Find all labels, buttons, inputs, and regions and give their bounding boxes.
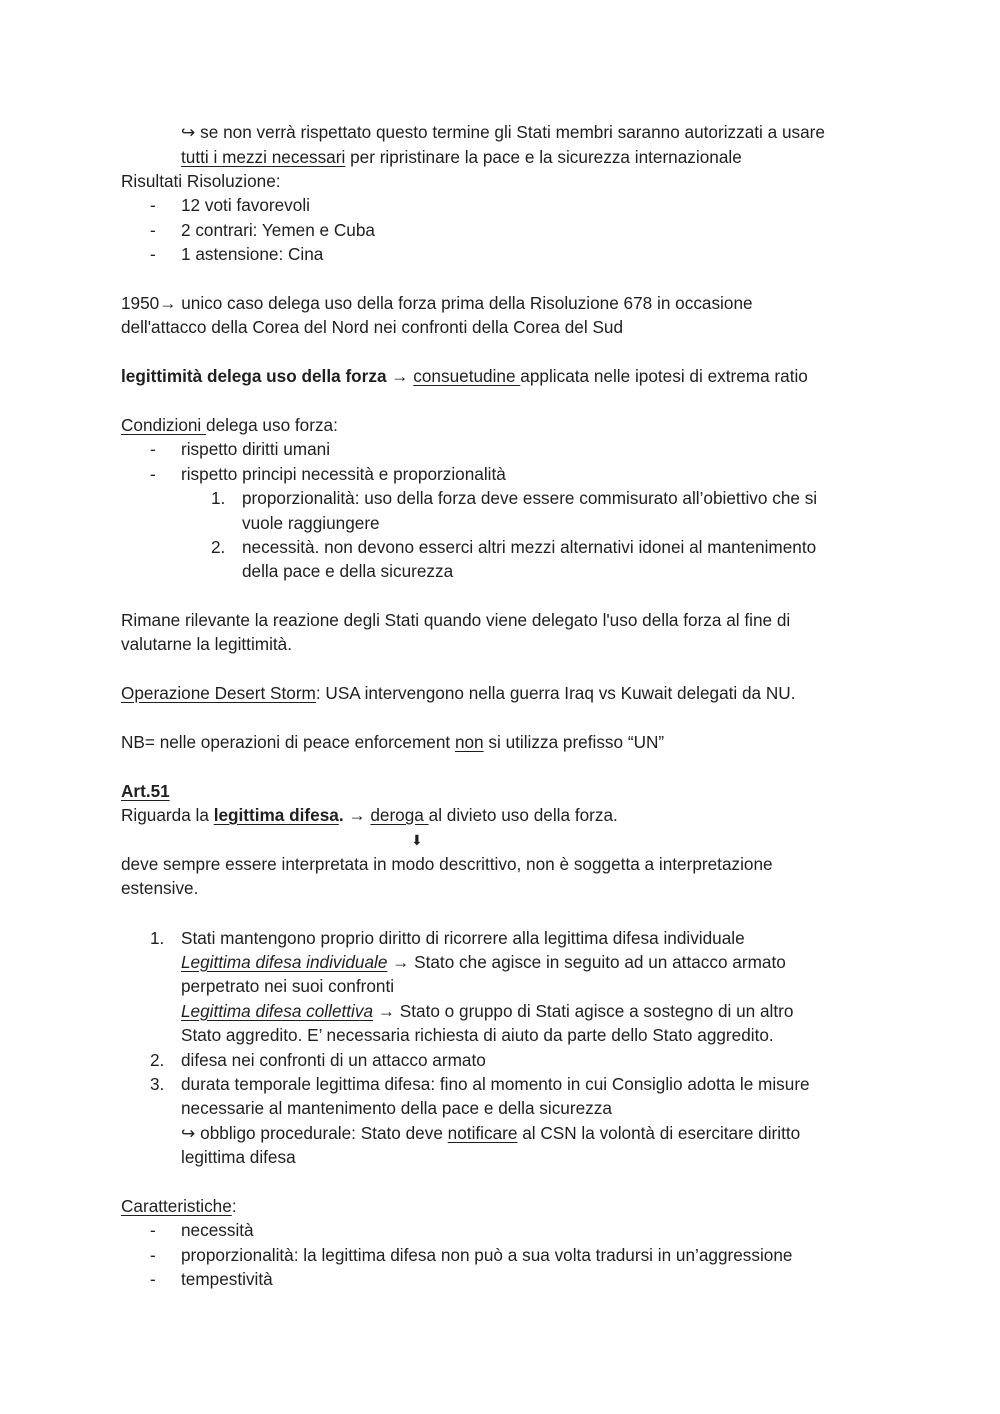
text-span: al divieto uso della forza. [428, 805, 618, 825]
dash-bullet: - [150, 220, 156, 240]
list-item-text [181, 1121, 800, 1145]
list-item-text: proporzionalità: la legittima difesa non può a sua volta tradursi in un’aggressione [181, 1245, 793, 1265]
list-item-text: 12 voti favorevoli [181, 195, 310, 215]
bold-text: legittimità delega uso della forza [121, 366, 387, 386]
section-heading [121, 413, 338, 437]
text-line [121, 364, 808, 388]
text-line: ↪ se non verrà rispettato questo termine gli Stati membri saranno autorizzati a usare [181, 122, 825, 142]
underlined-text: Condizioni [121, 415, 207, 435]
underlined-text: deroga [370, 805, 429, 825]
list-item-text [181, 999, 793, 1023]
list-item-text: Stato aggredito. E’ necessaria richiesta di aiuto da parte dello Stato aggredito. [181, 1025, 774, 1045]
list-item-text: legittima difesa [181, 1147, 296, 1167]
dash-bullet: - [150, 195, 156, 215]
underlined-text: Caratteristiche [121, 1196, 232, 1216]
list-item-text: durata temporale legittima difesa: fino al momento in cui Consiglio adotta le misure [181, 1074, 810, 1094]
dash-bullet: - [150, 1245, 156, 1265]
dash-bullet: - [150, 1269, 156, 1289]
underlined-text: non [454, 732, 484, 752]
text-span: per ripristinare la pace e la sicurezza internazionale [345, 147, 742, 167]
underlined-text: consuetudine [413, 366, 521, 386]
list-item-text: tempestività [181, 1269, 273, 1289]
item-number: 2. [211, 537, 226, 557]
down-arrow-icon: ⬇ [411, 832, 423, 848]
text-line: deve sempre essere interpretata in modo descrittivo, non è soggetta a interpretazione [121, 854, 773, 874]
text-line [121, 681, 796, 705]
list-item-text: perpetrato nei suoi confronti [181, 976, 395, 996]
italic-underlined-text: Legittima difesa collettiva [181, 1001, 374, 1021]
text-span: al CSN la volontà di esercitare diritto [517, 1123, 801, 1143]
list-item-text: rispetto principi necessità e proporzionalità [181, 464, 506, 484]
article-heading: Art.51 [121, 781, 170, 801]
text-span: NB= nelle operazioni di peace enforcement [121, 732, 455, 752]
bold-underlined-text: legittima difesa [213, 805, 339, 825]
text-span: applicata nelle ipotesi di extrema ratio [520, 366, 808, 386]
list-item-text: necessarie al mantenimento della pace e della sicurezza [181, 1098, 612, 1118]
dash-bullet: - [150, 464, 156, 484]
list-item-text: Stati mantengono proprio diritto di ricorrere alla legittima difesa individuale [181, 928, 745, 948]
list-item-text: vuole raggiungere [242, 513, 380, 533]
item-number: 1. [211, 488, 226, 508]
text-span: ↪ obbligo procedurale: Stato deve [181, 1123, 448, 1143]
bold-text: . [338, 805, 344, 825]
text-line [181, 145, 742, 169]
text-span: → [343, 805, 371, 825]
item-number: 1. [150, 928, 165, 948]
dash-bullet: - [150, 244, 156, 264]
text-line [121, 803, 618, 827]
text-line: 1950→ unico caso delega uso della forza prima della Risoluzione 678 in occasione [121, 293, 753, 313]
list-item-text: necessità [181, 1220, 254, 1240]
text-span: delega uso forza: [206, 415, 338, 435]
list-item-text: necessità. non devono esserci altri mezzi alternativi idonei al mantenimento [242, 537, 817, 557]
section-heading [121, 1194, 237, 1218]
text-line: estensive. [121, 878, 199, 898]
text-span: : [231, 1196, 237, 1216]
list-item-text: 2 contrari: Yemen e Cuba [181, 220, 375, 240]
list-item-text [181, 950, 786, 974]
text-line: dell'attacco della Corea del Nord nei confronti della Corea del Sud [121, 317, 624, 337]
text-span: → [386, 366, 414, 386]
dash-bullet: - [150, 1220, 156, 1240]
text-line: valutarne la legittimità. [121, 634, 293, 654]
section-heading: Risultati Risoluzione: [121, 171, 281, 191]
text-span: → Stato che agisce in seguito ad un attacco armato [387, 952, 786, 972]
list-item-text: della pace e della sicurezza [242, 561, 454, 581]
item-number: 2. [150, 1050, 165, 1070]
text-span: → Stato o gruppo di Stati agisce a sostegno di un altro [373, 1001, 794, 1021]
list-item-text: 1 astensione: Cina [181, 244, 324, 264]
text-span: : USA intervengono nella guerra Iraq vs Kuwait delegati da NU. [315, 683, 796, 703]
text-span: si utilizza prefisso “UN” [483, 732, 665, 752]
text-span: Riguarda la [121, 805, 214, 825]
item-number: 3. [150, 1074, 165, 1094]
list-item-text: difesa nei confronti di un attacco armato [181, 1050, 486, 1070]
dash-bullet: - [150, 439, 156, 459]
underlined-text: Operazione Desert Storm [121, 683, 316, 703]
text-line [121, 730, 664, 754]
italic-underlined-text: Legittima difesa individuale [181, 952, 388, 972]
text-line: Rimane rilevante la reazione degli Stati quando viene delegato l'uso della forza al fine di [121, 610, 791, 630]
underlined-text: tutti i mezzi necessari [181, 147, 346, 167]
list-item-text: proporzionalità: uso della forza deve essere commisurato all’obiettivo che si [242, 488, 818, 508]
underlined-text: notificare [447, 1123, 518, 1143]
list-item-text: rispetto diritti umani [181, 439, 331, 459]
